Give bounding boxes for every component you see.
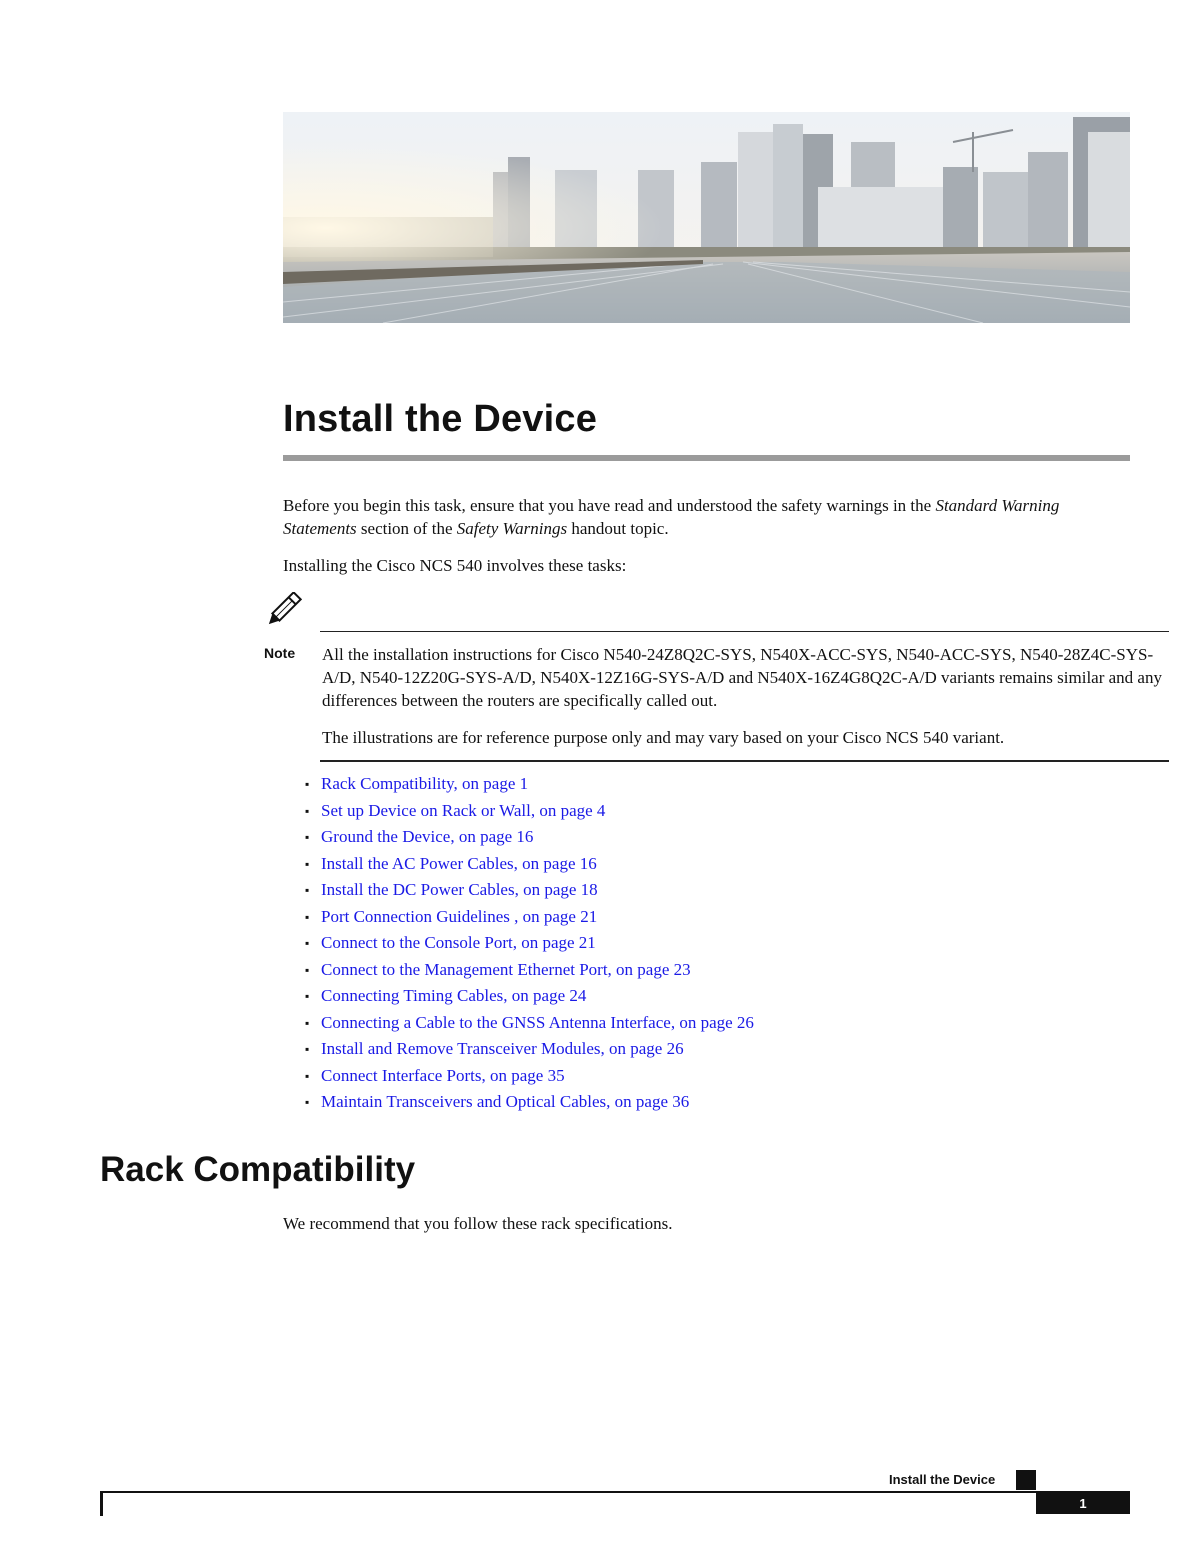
- skyline-illustration: [283, 112, 1130, 323]
- bullet-icon: ▪: [305, 830, 310, 844]
- list-item: [305, 1036, 754, 1063]
- task-link-port-connection-guidelines[interactable]: Port Connection Guidelines , on page 21: [321, 906, 598, 926]
- bullet-icon: ▪: [305, 989, 310, 1003]
- list-item: [305, 1063, 754, 1090]
- bullet-icon: ▪: [305, 777, 310, 791]
- hero-banner-image: [283, 112, 1130, 323]
- bullet-icon: ▪: [305, 936, 310, 950]
- bullet-icon: ▪: [305, 1042, 310, 1056]
- page-number: 1: [1036, 1493, 1130, 1514]
- list-item: [305, 957, 754, 984]
- task-link-ground-device[interactable]: Ground the Device, on page 16: [321, 827, 534, 846]
- task-link-timing-cables[interactable]: Connecting Timing Cables, on page 24: [321, 986, 587, 1005]
- bullet-icon: ▪: [305, 1015, 310, 1030]
- task-link-dc-power-cables[interactable]: Install the DC Power Cables, on page 18: [321, 880, 598, 899]
- section-body: We recommend that you follow these rack specifications.: [283, 1214, 673, 1233]
- intro-paragraph: [283, 494, 1123, 540]
- task-link-management-ethernet-port[interactable]: Connect to the Management Ethernet Port, on page 23: [321, 959, 691, 979]
- intro-text-middle: section of the: [356, 519, 457, 538]
- list-item: [305, 798, 754, 825]
- bullet-icon: ▪: [305, 909, 310, 924]
- task-link-console-port[interactable]: Connect to the Console Port, on page 21: [321, 933, 596, 952]
- footer-title: Install the Device: [889, 1472, 996, 1487]
- note-top-rule: [320, 631, 1169, 632]
- footer-marker: [1016, 1470, 1036, 1490]
- footer-rule: [102, 1491, 1130, 1493]
- bullet-icon: ▪: [305, 883, 310, 897]
- task-list: [305, 771, 754, 1116]
- title-divider: [283, 455, 1130, 461]
- task-link-set-up-device[interactable]: Set up Device on Rack or Wall, on page 4: [321, 800, 606, 820]
- bullet-icon: ▪: [305, 1095, 310, 1109]
- bullet-icon: ▪: [305, 856, 310, 871]
- tasks-intro: Installing the Cisco NCS 540 involves these tasks:: [283, 556, 627, 575]
- bullet-icon: ▪: [305, 1068, 310, 1083]
- task-link-rack-compatibility[interactable]: Rack Compatibility, on page 1: [321, 774, 529, 793]
- bullet-icon: ▪: [305, 803, 310, 818]
- note-text-1: All the installation instructions for Cisco N540-24Z8Q2C-SYS, N540X-ACC-SYS, N540-ACC-SYS, N540-28Z4C-SYS-A/D, N540-12Z20G-SYS-A/D, N540X-12Z16G-SYS-A/D and N540X-16Z4G8Q2C-A/D variants remains similar and any differences between the routers are specifically called out.: [322, 645, 1162, 710]
- note-label: Note: [264, 645, 296, 661]
- footer-tick: [100, 1491, 103, 1516]
- list-item: [305, 904, 754, 931]
- chapter-title: Install the Device: [283, 398, 598, 440]
- list-item: [305, 1089, 754, 1116]
- intro-text-before: Before you begin this task, ensure that you have read and understood the safety warnings in the: [283, 496, 936, 515]
- standard-warning-statements-ref: Standard Warning Statements: [283, 496, 1060, 538]
- note-bottom-rule: [320, 760, 1169, 762]
- task-link-transceiver-modules[interactable]: Install and Remove Transceiver Modules, on page 26: [321, 1039, 684, 1058]
- list-item: [305, 771, 754, 798]
- task-link-interface-ports[interactable]: Connect Interface Ports, on page 35: [321, 1065, 565, 1085]
- intro-text-after: handout topic.: [567, 519, 669, 538]
- task-link-gnss-antenna[interactable]: Connecting a Cable to the GNSS Antenna Interface, on page 26: [321, 1012, 754, 1032]
- safety-warnings-ref: Safety Warnings: [456, 519, 568, 538]
- task-link-maintain-transceivers[interactable]: Maintain Transceivers and Optical Cables, on page 36: [321, 1092, 690, 1111]
- section-title: Rack Compatibility: [100, 1150, 416, 1189]
- note-text-2: The illustrations are for reference purpose only and may vary based on your Cisco NCS 540 variant.: [322, 728, 1005, 747]
- list-item: [305, 1010, 754, 1037]
- list-item: [305, 851, 754, 878]
- bullet-icon: ▪: [305, 962, 310, 977]
- pencil-icon: [264, 592, 302, 628]
- list-item: [305, 930, 754, 957]
- list-item: [305, 983, 754, 1010]
- task-link-ac-power-cables[interactable]: Install the AC Power Cables, on page 16: [321, 853, 597, 873]
- list-item: [305, 824, 754, 851]
- list-item: [305, 877, 754, 904]
